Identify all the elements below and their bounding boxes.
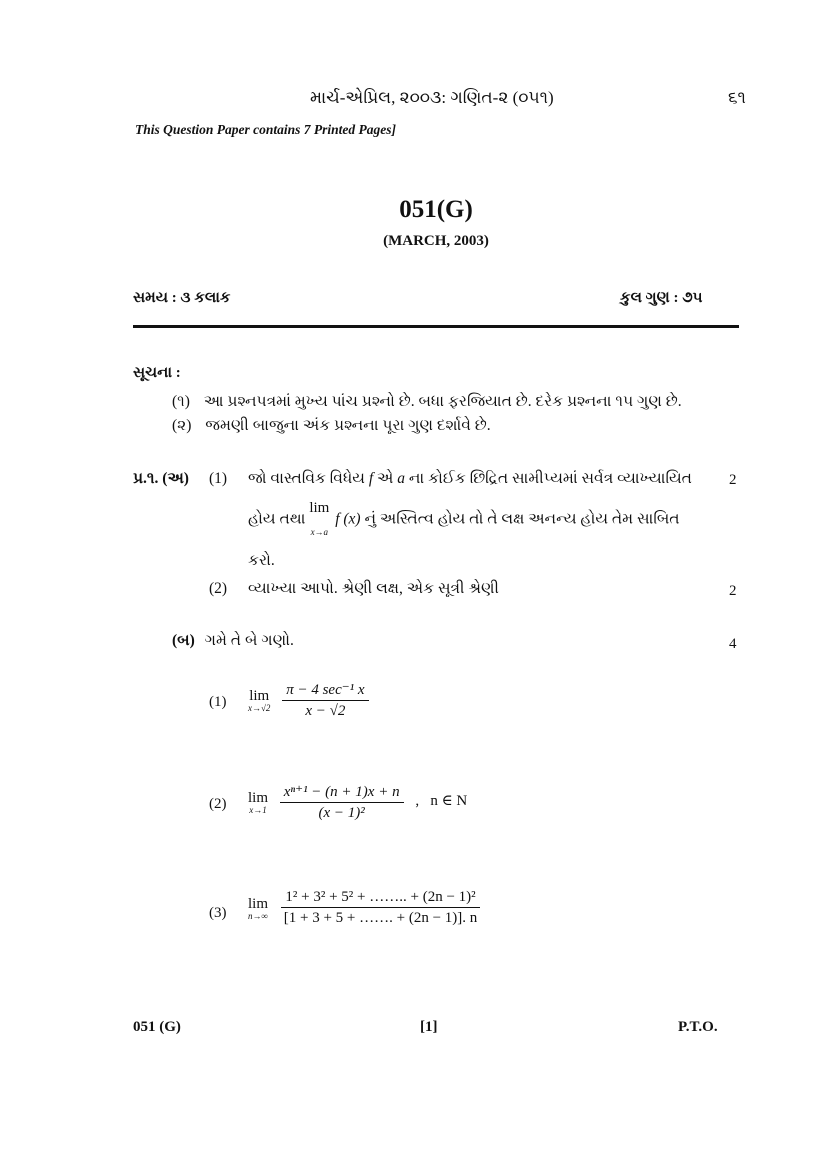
lim-text: lim xyxy=(248,789,269,806)
lim-text: lim xyxy=(249,687,270,704)
q1a2-marks: 2 xyxy=(729,583,737,599)
q1b-label: (બ) xyxy=(172,632,195,649)
q1a1-text-part: જો વાસ્તવિક વિધેય xyxy=(248,470,365,487)
page-corner-number: ૬૧ xyxy=(728,88,746,107)
lim-subscript: n→∞ xyxy=(248,910,268,921)
q1b3-number: (3) xyxy=(209,905,227,921)
instruction-text: આ પ્રશ્નપત્રમાં મુખ્ય પાંચ પ્રશ્નો છે. બધા ફરજિયાત છે. દરેક પ્રશ્નના ૧૫ ગુણ છે. xyxy=(203,393,682,410)
limit-operator xyxy=(248,896,268,921)
lim-subscript: x→1 xyxy=(249,804,267,815)
q1b-text: ગમે તે બે ગણો. xyxy=(204,632,294,649)
paper-code: 051(G) xyxy=(399,196,473,223)
footer-page-number: [1] xyxy=(420,1019,438,1035)
instruction-number: (૧) xyxy=(172,393,190,410)
math-fx: f (x) xyxy=(335,510,361,528)
lim-text: lim xyxy=(248,895,269,912)
pages-note: This Question Paper contains 7 Printed Pages] xyxy=(135,122,397,137)
q1a2-text: વ્યાખ્યા આપો. શ્રેણી લક્ષ, એક સૂત્રી શ્રેણી xyxy=(248,580,499,597)
instruction-text: જમણી બાજુના અંક પ્રશ્નના પૂરા ગુણ દર્શાવે છે. xyxy=(205,417,491,434)
time-allowed: સમય : ૩ કલાક xyxy=(133,290,231,306)
fraction-denominator: (x − 1)² xyxy=(318,805,365,821)
instruction-number: (૨) xyxy=(172,417,192,434)
exam-session: (MARCH, 2003) xyxy=(383,233,489,249)
q1b2-number: (2) xyxy=(209,796,227,812)
footer-code: 051 (G) xyxy=(133,1019,181,1035)
math-f: f xyxy=(368,470,374,487)
header-divider xyxy=(133,325,739,328)
fraction-denominator: x − √2 xyxy=(305,703,346,719)
math-a: a xyxy=(397,470,405,487)
running-header: માર્ચ-એપ્રિલ, ૨૦૦૩: ગણિત-૨ (૦૫૧) xyxy=(310,88,554,107)
total-marks: કુલ ગુણ : ૭૫ xyxy=(620,290,703,306)
instruction-item xyxy=(172,413,491,439)
q1a1-line-2 xyxy=(248,495,708,545)
q1a2-number: (2) xyxy=(209,580,228,597)
q1a1-text-part: ના કોઈક છિદ્રિત સામીપ્યમાં સર્વત્ર વ્યાખ્યાયિત xyxy=(408,470,692,487)
footer-pto: P.T.O. xyxy=(678,1019,718,1035)
q1a1-text-part: એ xyxy=(377,470,394,487)
fraction-numerator: xⁿ⁺¹ − (n + 1)x + n xyxy=(280,782,404,803)
lim-subscript: x→a xyxy=(310,527,329,537)
fraction-numerator: 1² + 3² + 5² + …….. + (2n − 1)² xyxy=(281,889,479,908)
q1b-marks: 4 xyxy=(729,636,737,652)
limit-operator xyxy=(309,495,329,545)
fraction-denominator: [1 + 3 + 5 + ……. + (2n − 1)]. n xyxy=(283,910,478,926)
q1b1-number: (1) xyxy=(209,694,227,710)
lim-subscript: x→√2 xyxy=(248,702,271,713)
q1a1-line-1 xyxy=(248,466,708,492)
fraction xyxy=(280,782,404,822)
q1a1-line-3: કરો. xyxy=(248,552,275,569)
fraction xyxy=(280,889,482,927)
fraction-numerator: π − 4 sec⁻¹ x xyxy=(282,680,368,701)
fraction xyxy=(282,680,368,720)
limit-operator xyxy=(248,688,270,713)
q1b-heading xyxy=(172,628,294,654)
q1b3-expression xyxy=(248,889,481,927)
limit-operator xyxy=(248,790,268,815)
question-1-label: પ્ર.૧. (અ) xyxy=(133,470,189,487)
q1a1-number: (1) xyxy=(209,470,228,487)
q1b2-expression xyxy=(248,782,467,822)
instruction-item xyxy=(172,389,682,415)
q1a1-text xyxy=(248,466,708,574)
q1a1-text-part: નું અસ્તિત્વ હોય તો તે લક્ષ અનન્ય હોય તેમ સાબિત xyxy=(364,510,680,528)
q1a1-text-part: હોય તથા xyxy=(248,510,306,528)
q1b1-expression xyxy=(248,680,369,720)
lim-text: lim xyxy=(309,500,330,516)
instructions-heading: સૂચના : xyxy=(133,365,181,381)
q1b2-condition: , n ∈ N xyxy=(415,793,468,810)
q1a1-marks: 2 xyxy=(729,472,737,488)
